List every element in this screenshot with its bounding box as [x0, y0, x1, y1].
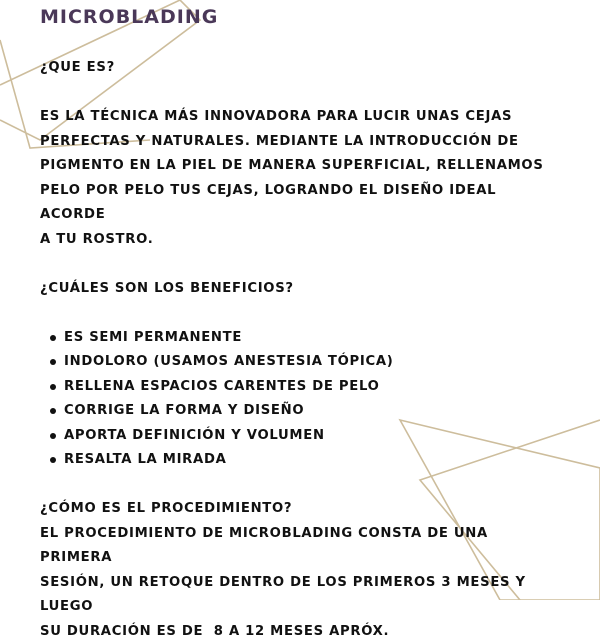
bullet-icon [50, 335, 56, 341]
benefit-item [64, 375, 560, 400]
what-line: PELO POR PELO TUS CEJAS, LOGRANDO EL DISEÑO IDEAL ACORDE [40, 179, 560, 228]
benefit-label: RESALTA LA MIRADA [64, 452, 227, 467]
what-line: PERFECTAS Y NATURALES. MEDIANTE LA INTRODUCCIÓN DE [40, 130, 560, 155]
benefit-label: INDOLORO (USAMOS ANESTESIA TÓPICA) [64, 354, 394, 369]
what-line: PIGMENTO EN LA PIEL DE MANERA SUPERFICIAL, RELLENAMOS [40, 154, 560, 179]
benefit-label: ES SEMI PERMANENTE [64, 330, 242, 345]
what-line: A TU ROSTRO. [40, 228, 560, 253]
bullet-icon [50, 457, 56, 463]
benefits-list [40, 326, 560, 473]
benefit-item [64, 448, 560, 473]
benefit-label: RELLENA ESPACIOS CARENTES DE PELO [64, 379, 380, 394]
page-title: MICROBLADING [40, 6, 218, 28]
benefit-label: APORTA DEFINICIÓN Y VOLUMEN [64, 428, 325, 443]
bullet-icon [50, 359, 56, 365]
section-procedure-body [40, 522, 560, 644]
main-content [40, 56, 560, 644]
bullet-icon [50, 384, 56, 390]
procedure-line: EL PROCEDIMIENTO DE MICROBLADING CONSTA DE UNA PRIMERA [40, 522, 560, 571]
procedure-line: SU DURACIÓN ES DE 8 A 12 MESES APRÓX. [40, 620, 560, 644]
benefit-item [64, 350, 560, 375]
benefit-item [64, 424, 560, 449]
procedure-line: SESIÓN, UN RETOQUE DENTRO DE LOS PRIMEROS 3 MESES Y LUEGO [40, 571, 560, 620]
bullet-icon [50, 408, 56, 414]
benefit-label: CORRIGE LA FORMA Y DISEÑO [64, 403, 304, 418]
section-benefits-heading: ¿CUÁLES SON LOS BENEFICIOS? [40, 277, 560, 302]
section-what-body [40, 105, 560, 252]
benefit-item [64, 326, 560, 351]
section-procedure-heading: ¿CÓMO ES EL PROCEDIMIENTO? [40, 497, 560, 522]
bullet-icon [50, 433, 56, 439]
what-line: ES LA TÉCNICA MÁS INNOVADORA PARA LUCIR UNAS CEJAS [40, 105, 560, 130]
section-what-heading: ¿QUE ES? [40, 56, 560, 81]
benefit-item [64, 399, 560, 424]
